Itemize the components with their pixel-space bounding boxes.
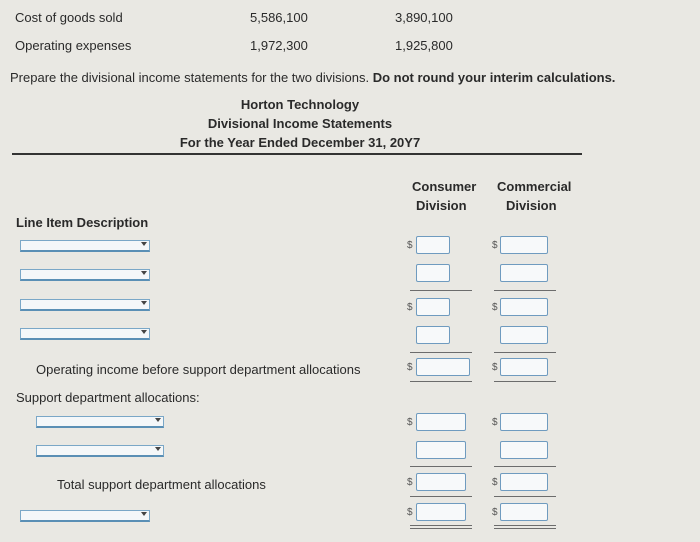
- subtotal-underline: [410, 466, 472, 467]
- subtotal-underline: [494, 466, 556, 467]
- dollar-sign: $: [492, 362, 498, 373]
- dollar-sign: $: [492, 507, 498, 518]
- subtotal-underline: [494, 496, 556, 497]
- dollar-sign: $: [407, 240, 413, 251]
- row-label-cogs: Cost of goods sold: [15, 10, 123, 25]
- commercial-input-2[interactable]: [500, 264, 548, 282]
- support-allocations-label: Support department allocations:: [16, 390, 200, 405]
- line-item-header: Line Item Description: [16, 215, 149, 230]
- dollar-sign: $: [407, 302, 413, 313]
- subtotal-underline: [410, 496, 472, 497]
- col-consumer-line1: Consumer: [412, 179, 477, 194]
- consumer-input-4[interactable]: [416, 326, 450, 344]
- commercial-final-input[interactable]: [500, 503, 548, 521]
- opex-commercial-value: 1,925,800: [395, 38, 453, 53]
- opex-consumer-value: 1,972,300: [250, 38, 308, 53]
- commercial-operating-income-input[interactable]: [500, 358, 548, 376]
- dollar-sign: $: [492, 302, 498, 313]
- line-item-dropdown-2[interactable]: [20, 269, 150, 281]
- instruction-text: [10, 70, 615, 85]
- total-double-underline: [494, 525, 556, 529]
- commercial-input-3[interactable]: [500, 298, 548, 316]
- line-item-dropdown-3[interactable]: [20, 299, 150, 311]
- subtotal-underline: [410, 290, 472, 291]
- subtotal-underline: [494, 290, 556, 291]
- consumer-input-1[interactable]: [416, 236, 450, 254]
- row-label-opex: Operating expenses: [15, 38, 132, 53]
- cogs-commercial-value: 3,890,100: [395, 10, 453, 25]
- consumer-input-2[interactable]: [416, 264, 450, 282]
- dollar-sign: $: [407, 362, 413, 373]
- statement-period: For the Year Ended December 31, 20Y7: [179, 135, 421, 150]
- consumer-support-input-1[interactable]: [416, 413, 466, 431]
- statement-title: Divisional Income Statements: [207, 116, 393, 131]
- commercial-support-input-2[interactable]: [500, 441, 548, 459]
- dollar-sign: $: [492, 477, 498, 488]
- commercial-support-input-1[interactable]: [500, 413, 548, 431]
- chevron-down-icon: [141, 242, 147, 246]
- subtotal-underline: [410, 381, 472, 382]
- support-dropdown-1[interactable]: [36, 416, 164, 428]
- subtotal-underline: [494, 352, 556, 353]
- instruction-bold: Do not round your interim calculations.: [372, 70, 616, 85]
- final-line-item-dropdown[interactable]: [20, 510, 150, 522]
- chevron-down-icon: [141, 512, 147, 516]
- commercial-total-support-input[interactable]: [500, 473, 548, 491]
- chevron-down-icon: [155, 418, 161, 422]
- instruction-plain: Prepare the divisional income statements for the two divisions.: [10, 70, 373, 85]
- dollar-sign: $: [492, 240, 498, 251]
- dollar-sign: $: [492, 417, 498, 428]
- support-dropdown-2[interactable]: [36, 445, 164, 457]
- commercial-input-4[interactable]: [500, 326, 548, 344]
- commercial-input-1[interactable]: [500, 236, 548, 254]
- col-commercial-line1: Commercial: [497, 179, 572, 194]
- col-consumer-line2: Division: [416, 198, 467, 213]
- line-item-dropdown-4[interactable]: [20, 328, 150, 340]
- total-double-underline: [410, 525, 472, 529]
- subtotal-underline: [410, 352, 472, 353]
- line-item-dropdown-1[interactable]: [20, 240, 150, 252]
- total-support-label: Total support department allocations: [57, 477, 266, 492]
- dollar-sign: $: [407, 477, 413, 488]
- subtotal-underline: [494, 381, 556, 382]
- dollar-sign: $: [407, 507, 413, 518]
- consumer-final-input[interactable]: [416, 503, 466, 521]
- consumer-support-input-2[interactable]: [416, 441, 466, 459]
- operating-income-label: Operating income before support department allocations: [36, 362, 361, 377]
- col-commercial-line2: Division: [506, 198, 557, 213]
- chevron-down-icon: [155, 447, 161, 451]
- chevron-down-icon: [141, 271, 147, 275]
- consumer-operating-income-input[interactable]: [416, 358, 470, 376]
- cogs-consumer-value: 5,586,100: [250, 10, 308, 25]
- chevron-down-icon: [141, 301, 147, 305]
- company-name: Horton Technology: [240, 97, 360, 112]
- consumer-total-support-input[interactable]: [416, 473, 466, 491]
- header-divider: [12, 153, 582, 155]
- chevron-down-icon: [141, 330, 147, 334]
- consumer-input-3[interactable]: [416, 298, 450, 316]
- dollar-sign: $: [407, 417, 413, 428]
